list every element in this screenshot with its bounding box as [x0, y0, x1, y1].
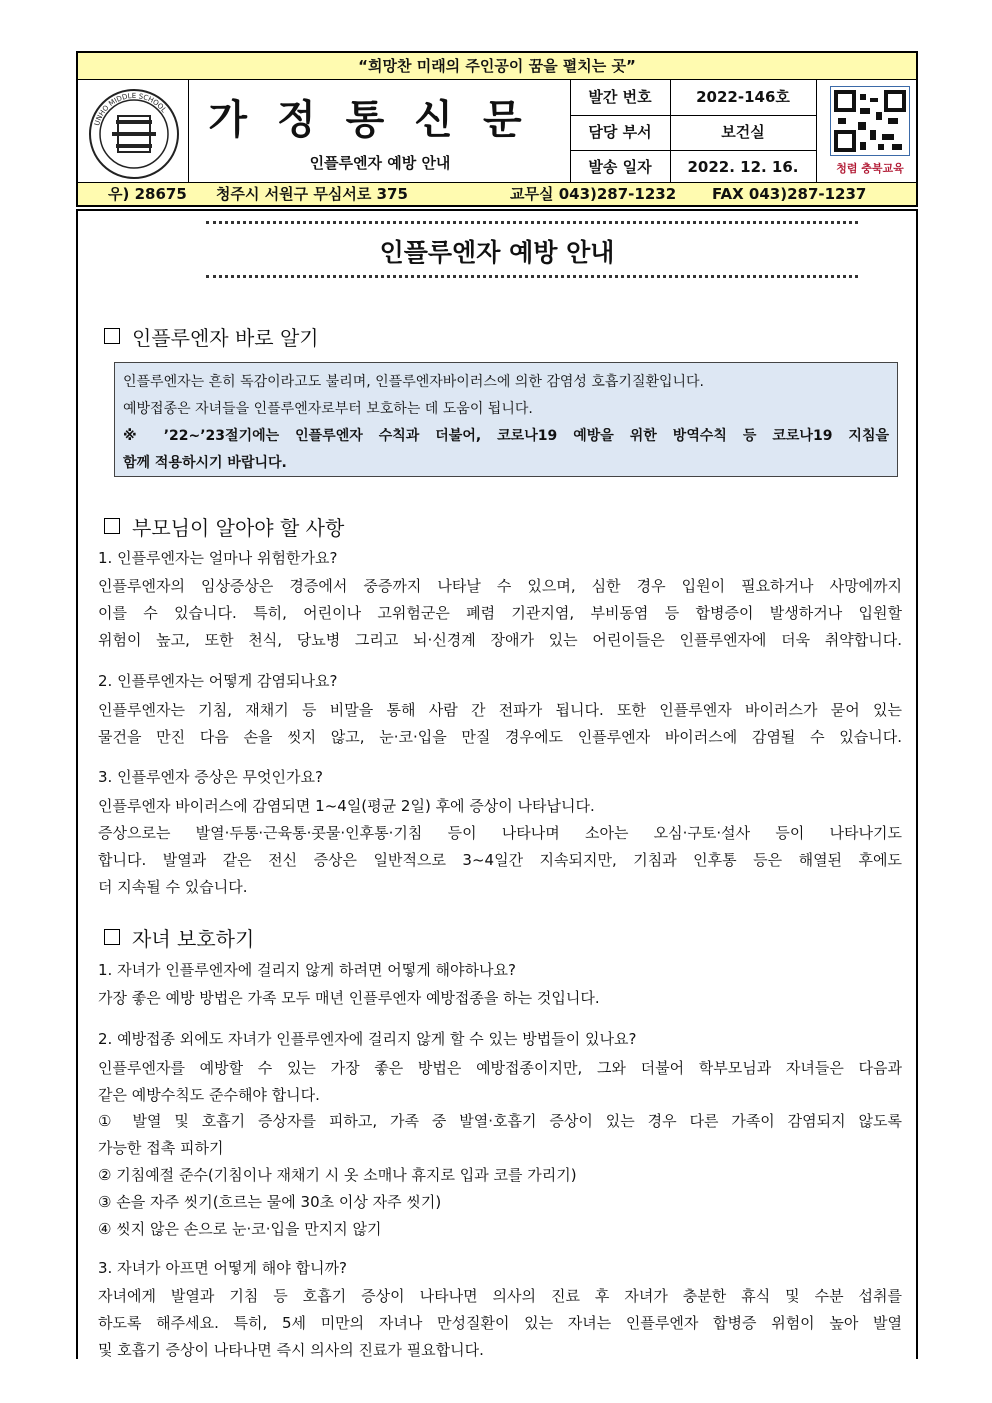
school-emblem-icon	[88, 88, 180, 180]
text-line: 물건을 만진 다음 손을 씻지 않고, 눈·코·입을 만질 경우에도 인플루엔자 바이러스에 감염될 수 있습니다.	[98, 728, 902, 746]
dotted-rule	[206, 275, 858, 278]
text-line: 하도록 해주세요. 특히, 5세 미만의 자녀나 만성질환이 있는 자녀는 인플루엔자 합병증 위험이 높아 발열	[98, 1314, 902, 1332]
text-line: 가능한 접촉 피하기	[98, 1139, 224, 1157]
text-line: 인플루엔자는 기침, 재채기 등 비말을 통해 사람 간 전파가 됩니다. 또한 인플루엔자 바이러스가 묻어 있는	[98, 701, 902, 719]
meta-label: 발간 번호	[588, 88, 652, 106]
text-line: 1. 자녀가 인플루엔자에 걸리지 않게 하려면 어떻게 해야하나요?	[98, 961, 516, 979]
text-line: 3. 자녀가 아프면 어떻게 해야 합니까?	[98, 1259, 347, 1277]
newsletter-header	[76, 51, 918, 207]
text-line: 더 지속될 수 있습니다.	[98, 878, 248, 896]
text-line: ① 발열 및 호흡기 증상자를 피하고, 가족 중 발열·호흡기 증상이 있는 경우 다른 가족이 감염되지 않도록	[98, 1112, 902, 1130]
text-line: ② 기침예절 준수(기침이나 재채기 시 옷 소매나 휴지로 입과 코를 가리기)	[98, 1166, 577, 1184]
page-title: 가정통신문	[208, 96, 552, 143]
text-line: 및 호흡기 증상이 나타나면 즉시 의사의 진료가 필요합니다.	[98, 1341, 484, 1359]
info-box	[114, 362, 898, 477]
phone-number: 교무실 043)287-1232	[510, 185, 677, 203]
zip-code: 우) 28675	[108, 185, 187, 203]
text-line: 자녀에게 발열과 기침 등 호흡기 증상이 나타나면 의사의 진료 후 자녀가 충분한 휴식 및 수분 섭취를	[98, 1287, 902, 1305]
section-heading: 자녀 보호하기	[104, 923, 254, 952]
checkbox-icon	[104, 929, 120, 945]
text-line: 2. 예방접종 외에도 자녀가 인플루엔자에 걸리지 않게 할 수 있는 방법들이 있나요?	[98, 1030, 637, 1048]
text-line: 가장 좋은 예방 방법은 가족 모두 매년 인플루엔자 예방접종을 하는 것입니다.	[98, 989, 600, 1007]
section-heading: 부모님이 알아야 할 사항	[104, 512, 344, 541]
qr-code-icon[interactable]	[830, 86, 910, 156]
text-line: 인플루엔자 바이러스에 감염되면 1~4일(평균 2일) 후에 증상이 나타납니다.	[98, 797, 595, 815]
dotted-rule	[206, 221, 858, 224]
info-line: 함께 적용하시기 바랍니다.	[123, 455, 287, 471]
document-body	[76, 209, 918, 1359]
qr-caption: 청렴 충북교육	[836, 162, 904, 175]
document-title: 인플루엔자 예방 안내	[379, 238, 615, 267]
text-line: 같은 예방수칙도 준수해야 합니다.	[98, 1086, 320, 1104]
meta-value: 2022-146호	[696, 88, 790, 106]
text-line: 증상으로는 발열·두통·근육통·콧물·인후통·기침 등이 나타나며 소아는 오심·구토·설사 등이 나타나기도	[98, 824, 902, 842]
divider	[816, 80, 817, 186]
meta-label: 발송 일자	[588, 158, 652, 176]
meta-label: 담당 부서	[588, 123, 652, 141]
text-line: 2. 인플루엔자는 어떻게 감염되나요?	[98, 672, 338, 690]
text-line: ③ 손을 자주 씻기(흐르는 물에 30초 이상 자주 씻기)	[98, 1193, 442, 1211]
address: 청주시 서원구 무심서로 375	[216, 185, 408, 203]
text-line: 3. 인플루엔자 증상은 무엇인가요?	[98, 768, 323, 786]
info-line: 예방접종은 자녀들을 인플루엔자로부터 보호하는 데 도움이 됩니다.	[123, 401, 533, 417]
info-line: ※ ’22~’23절기에는 인플루엔자 수칙과 더불어, 코로나19 예방을 위한 방역수칙 등 코로나19 지침을	[123, 428, 889, 444]
emblem-text: UNHO MIDDLE SCHOOL	[93, 91, 168, 127]
text-line: 이를 수 있습니다. 특히, 어린이나 고위험군은 폐렴 기관지염, 부비동염 등 합병증이 발생하거나 입원할	[98, 604, 902, 622]
meta-value: 2022. 12. 16.	[687, 158, 799, 176]
slogan: “희망찬 미래의 주인공이 꿈을 펼치는 곳”	[78, 53, 916, 80]
text-line: 합니다. 발열과 같은 전신 증상은 일반적으로 3~4일간 지속되지만, 기침과 인후통 등은 해열된 후에도	[98, 851, 902, 869]
text-line: 인플루엔자의 임상증상은 경증에서 중증까지 나타날 수 있으며, 심한 경우 입원이 필요하거나 사망에까지	[98, 577, 902, 595]
section-heading: 인플루엔자 바로 알기	[104, 322, 319, 351]
header-body	[78, 80, 916, 186]
text-line: ④ 씻지 않은 손으로 눈·코·입을 만지지 않기	[98, 1220, 382, 1238]
fax-number: FAX 043)287-1237	[712, 185, 867, 203]
meta-value: 보건실	[721, 123, 765, 141]
text-line: 1. 인플루엔자는 얼마나 위험한가요?	[98, 549, 338, 567]
info-line: 인플루엔자는 흔히 독감이라고도 불리며, 인플루엔자바이러스에 의한 감염성 호흡기질환입니다.	[123, 374, 705, 390]
checkbox-icon	[104, 518, 120, 534]
text-line: 위험이 높고, 또한 천식, 당뇨병 그리고 뇌·신경계 장애가 있는 어린이들은 인플루엔자에 더욱 취약합니다.	[98, 631, 902, 649]
header-subtitle: 인플루엔자 예방 안내	[309, 154, 451, 172]
contact-bar	[78, 182, 916, 205]
text-line: 인플루엔자를 예방할 수 있는 가장 좋은 방법은 예방접종이지만, 그와 더불어 학부모님과 자녀들은 다음과	[98, 1059, 902, 1077]
checkbox-icon	[104, 328, 120, 344]
divider	[188, 80, 189, 186]
